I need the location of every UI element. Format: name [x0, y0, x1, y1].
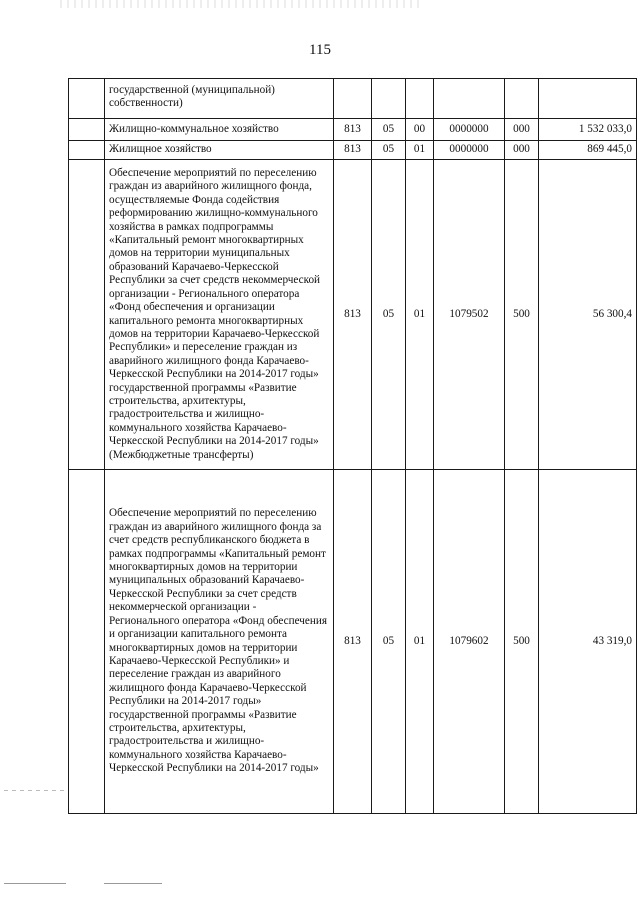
scan-noise-left [4, 790, 64, 791]
row-grbs: 813 [334, 141, 372, 160]
row-name: Обеспечение мероприятий по переселению граждан из аварийного жилищного фонда, осуществляемые Фонда содействия реформированию жилищно-коммунального хозяйства в рамках подпрограммы «Капитальный ремонт многоквартирных домов на территории муниципальных образований Карачаево-Черкесской Республики за счет средств некоммерческой организации - Регионального оператора «Фонд обеспечения и организации капитального ремонта многоквартирных домов на территории Карачаево-Черкесской Республики» и переселение граждан из аварийного жилищного фонда Карачаево-Черкесской Республики на 2014-2017 годы» государственной программы «Развитие строительства, архитектуры, градостроительства и жилищно-коммунального хозяйства Карачаево-Черкесской Республики на 2014-2017 годы» (Межбюджетные трансферты) [105, 160, 334, 470]
row-blank-cell [69, 119, 105, 141]
table-row [69, 119, 637, 141]
row-name: Жилищно-коммунальное хозяйство [105, 119, 334, 141]
table-row [69, 79, 637, 119]
table-row [69, 141, 637, 160]
row-rz: 05 [372, 141, 406, 160]
row-csr [434, 79, 505, 119]
row-grbs: 813 [334, 119, 372, 141]
row-csr: 1079502 [434, 160, 505, 470]
row-sum [539, 79, 637, 119]
row-grbs [334, 79, 372, 119]
row-csr: 1079602 [434, 470, 505, 814]
row-sum: 43 319,0 [539, 470, 637, 814]
row-csr: 0000000 [434, 119, 505, 141]
row-pr: 01 [406, 470, 434, 814]
row-name: Обеспечение мероприятий по переселению граждан из аварийного жилищного фонда за счет средств республиканского бюджета в рамках подпрограммы «Капитальный ремонт многоквартирных домов на территории муниципальных образований Карачаево-Черкесской Республики за счет средств некоммерческой организации - Регионального оператора «Фонд обеспечения и организации капитального ремонта многоквартирных домов на территории Карачаево-Черкесской Республики» и переселение граждан из аварийного жилищного фонда Карачаево-Черкесской Республики на 2014-2017 годы» государственной программы «Развитие строительства, архитектуры, градостроительства и жилищно-коммунального хозяйства Карачаево-Черкесской Республики на 2014-2017 годы» [105, 470, 334, 814]
row-vr: 000 [505, 119, 539, 141]
row-sum: 869 445,0 [539, 141, 637, 160]
row-blank-cell [69, 470, 105, 814]
row-vr: 500 [505, 470, 539, 814]
footer-rule-right [104, 883, 162, 884]
row-sum: 1 532 033,0 [539, 119, 637, 141]
row-grbs: 813 [334, 470, 372, 814]
row-sum: 56 300,4 [539, 160, 637, 470]
page-number: 115 [309, 42, 331, 58]
row-blank-cell [69, 141, 105, 160]
scan-noise-top [60, 0, 420, 8]
row-blank-cell [69, 160, 105, 470]
row-rz [372, 79, 406, 119]
row-pr: 00 [406, 119, 434, 141]
table-row [69, 470, 637, 814]
row-rz: 05 [372, 160, 406, 470]
row-rz: 05 [372, 470, 406, 814]
row-blank-cell [69, 79, 105, 119]
row-vr [505, 79, 539, 119]
row-vr: 000 [505, 141, 539, 160]
row-pr: 01 [406, 160, 434, 470]
row-grbs: 813 [334, 160, 372, 470]
row-vr: 500 [505, 160, 539, 470]
row-name: государственной (муниципальной) собственности) [105, 79, 334, 119]
budget-table [68, 78, 637, 814]
row-name: Жилищное хозяйство [105, 141, 334, 160]
footer-rule-left [4, 883, 66, 884]
row-pr [406, 79, 434, 119]
row-rz: 05 [372, 119, 406, 141]
table-row [69, 160, 637, 470]
row-csr: 0000000 [434, 141, 505, 160]
row-pr: 01 [406, 141, 434, 160]
